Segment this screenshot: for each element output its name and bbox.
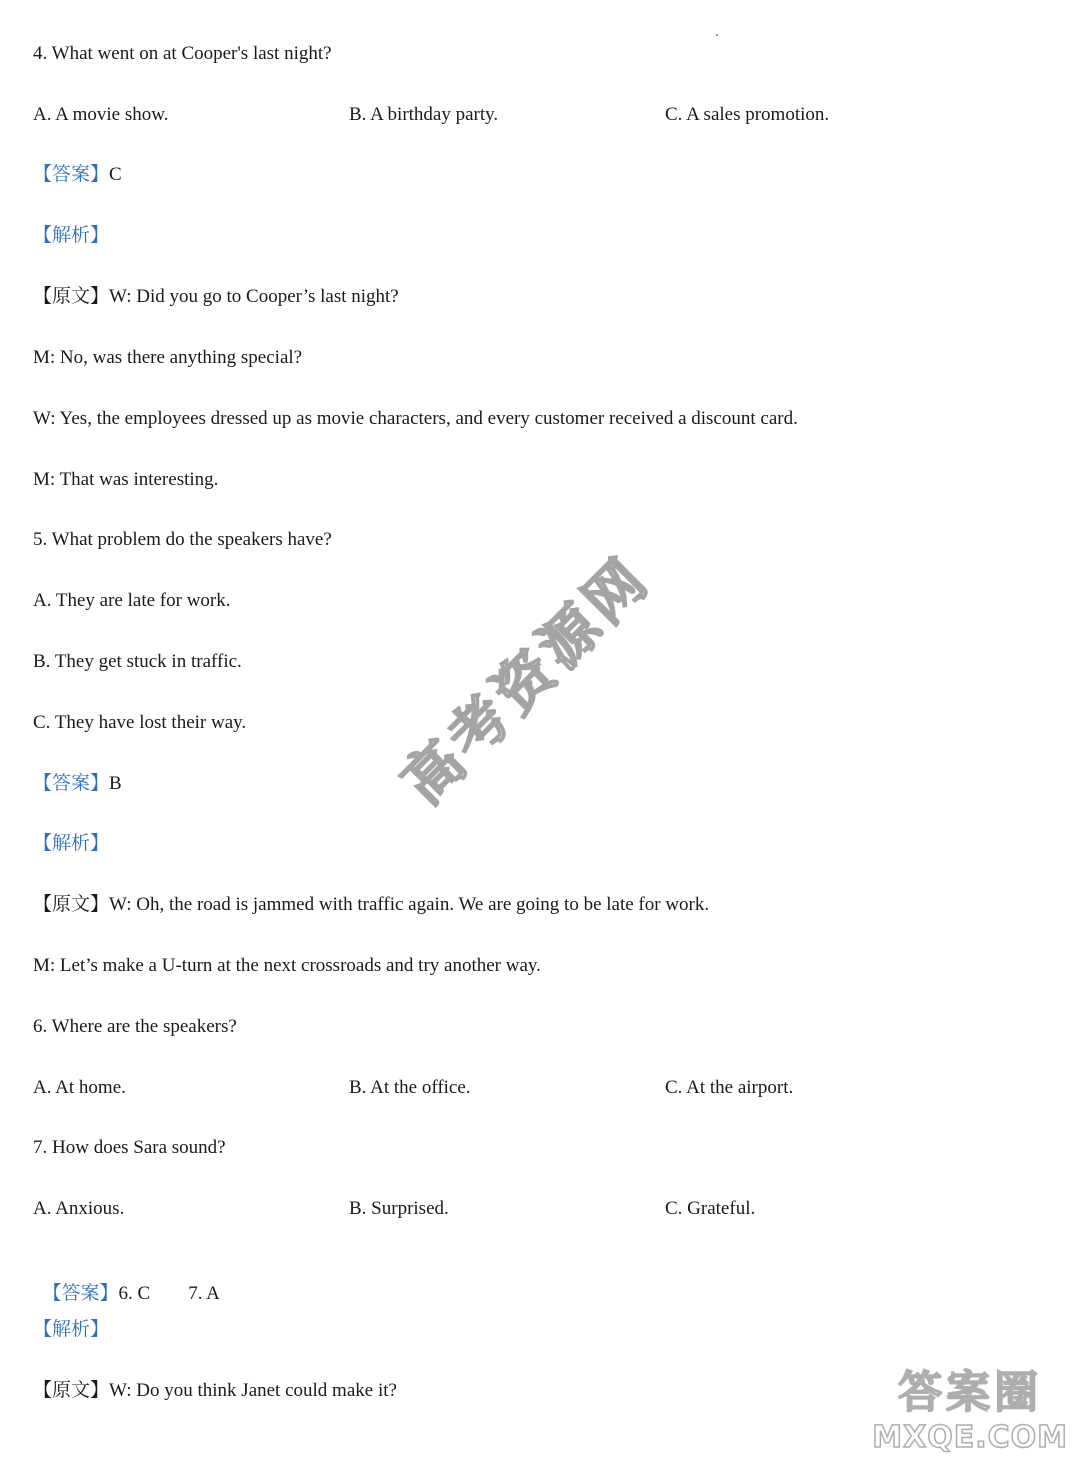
- corner-watermark-top: 答案圈: [898, 1367, 1043, 1418]
- q5-answer: [33, 772, 122, 796]
- q5-option-b: B. They get stuck in traffic.: [33, 651, 242, 672]
- q4-answer: [33, 163, 122, 187]
- answer-value: 6. C 7. A: [118, 1283, 220, 1304]
- q67-transcript-line-1: [33, 1379, 397, 1403]
- stray-dot: [716, 34, 718, 36]
- q4-transcript-line-2: M: No, was there anything special?: [33, 347, 303, 368]
- q5-transcript-line-1: [33, 893, 709, 917]
- center-watermark: 高考资源网: [389, 542, 664, 818]
- source-label: 【原文】: [33, 894, 110, 915]
- answer-label: 【答案】: [33, 773, 110, 794]
- q4-transcript-line-3: W: Yes, the employees dressed up as movie characters, and every customer received a discount card.: [33, 408, 798, 429]
- q5-option-a: A. They are late for work.: [33, 590, 231, 611]
- q4-option-b: B. A birthday party.: [349, 104, 499, 125]
- transcript-text: W: Oh, the road is jammed with traffic again. We are going to be late for work.: [109, 894, 710, 915]
- answer-label: 【答案】: [33, 164, 110, 185]
- q5-option-c: C. They have lost their way.: [33, 712, 247, 733]
- q4-analysis-label: 【解析】: [33, 225, 110, 246]
- q4-transcript-line-4: M: That was interesting.: [33, 469, 219, 490]
- transcript-text: W: Do you think Janet could make it?: [109, 1380, 397, 1401]
- q7-question: 7. How does Sara sound?: [33, 1137, 226, 1158]
- q5-transcript-line-2: M: Let’s make a U-turn at the next crossroads and try another way.: [33, 955, 541, 976]
- q4-transcript-line-1: [33, 285, 399, 309]
- q7-option-a: A. Anxious.: [33, 1198, 125, 1219]
- answer-label: 【答案】: [42, 1283, 119, 1304]
- q7-option-b: B. Surprised.: [349, 1198, 449, 1219]
- q6-option-b: B. At the office.: [349, 1077, 471, 1098]
- q6-option-a: A. At home.: [33, 1077, 126, 1098]
- q4-option-a: A. A movie show.: [33, 104, 169, 125]
- q5-analysis-label: 【解析】: [33, 833, 110, 854]
- q4-option-c: C. A sales promotion.: [665, 104, 830, 125]
- q7-option-c: C. Grateful.: [665, 1198, 756, 1219]
- source-label: 【原文】: [33, 286, 110, 307]
- corner-watermark: [872, 1356, 1068, 1455]
- transcript-text: W: Did you go to Cooper’s last night?: [109, 286, 399, 307]
- q6-question: 6. Where are the speakers?: [33, 1016, 237, 1037]
- q6-option-c: C. At the airport.: [665, 1077, 794, 1098]
- source-label: 【原文】: [33, 1380, 110, 1401]
- q67-analysis-label: 【解析】: [33, 1319, 110, 1340]
- q5-question: 5. What problem do the speakers have?: [33, 529, 332, 550]
- q67-answer: [33, 1258, 220, 1306]
- answer-value: C: [109, 164, 122, 185]
- answer-value: B: [109, 773, 122, 794]
- corner-watermark-bottom: MXQE.COM: [872, 1420, 1068, 1455]
- q4-question: 4. What went on at Cooper's last night?: [33, 43, 332, 64]
